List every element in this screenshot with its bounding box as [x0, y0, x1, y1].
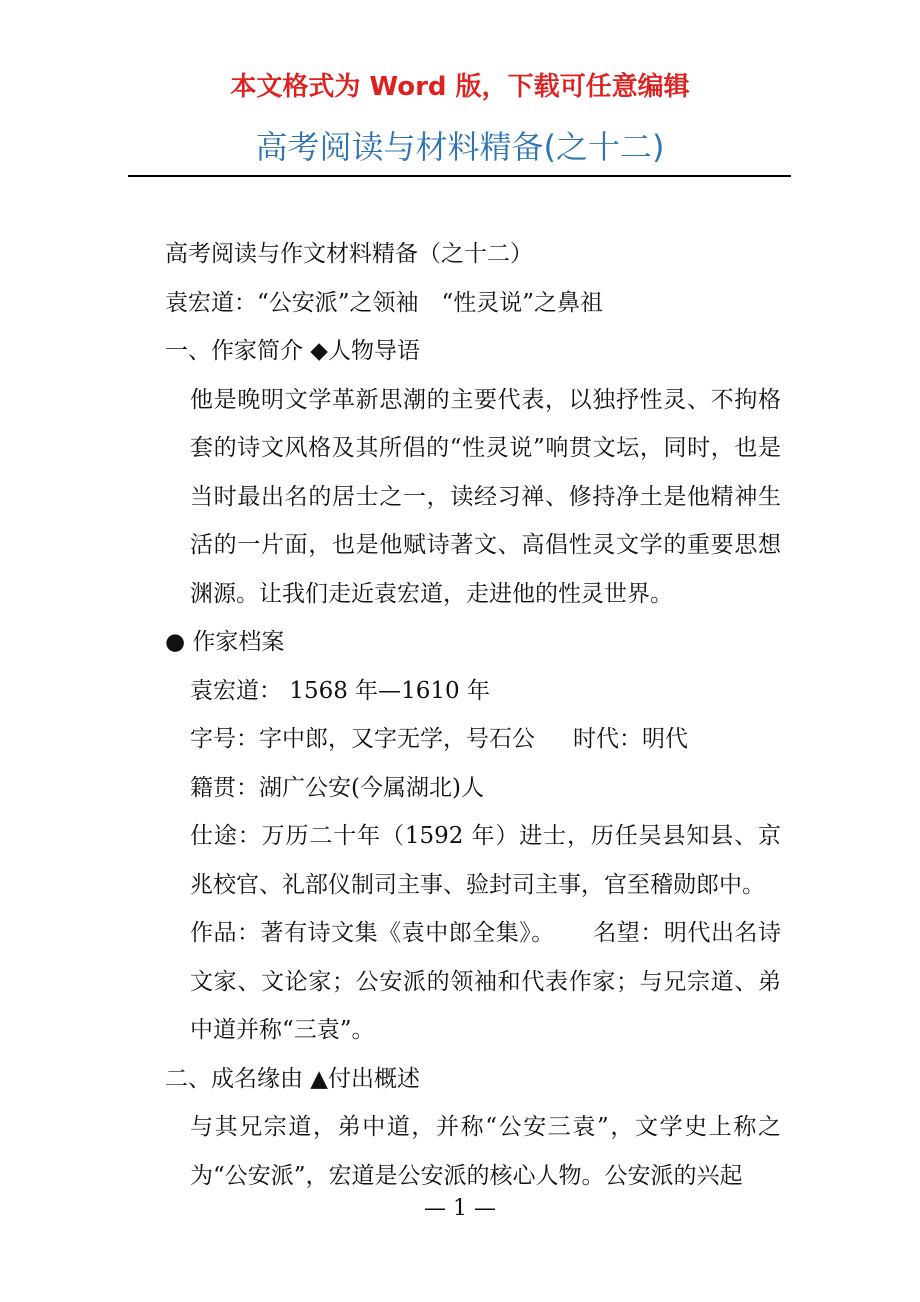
page-number: — 1 — — [424, 1196, 496, 1221]
courtesy-name-line — [141, 715, 781, 764]
document-title: 高考阅读与材料精备(之十二) — [255, 128, 665, 166]
document-body — [141, 230, 781, 1200]
article-subheading: 袁宏道：“公安派”之领袖 “性灵说”之鼻祖 — [165, 289, 604, 316]
works: 作品：著有诗文集《袁中郎全集》。 — [190, 920, 555, 946]
works-fame — [141, 909, 781, 1055]
courtesy-name: 字号：字中郎，又字无学，号石公 — [190, 726, 535, 752]
section-heading-2: 二、成名缘由 ▲付出概述 — [165, 1065, 420, 1092]
title-divider — [128, 175, 791, 177]
reason-paragraph: 与其兄宗道，弟中道，并称“公安三袁”，文学史上称之为“公安派”，宏道是公安派的核心人物。公安派的兴起 — [190, 1114, 781, 1189]
career: 仕途：万历二十年（1592 年）进士，历任吴县知县、京兆校官、礼部仪制司主事、验封司主事，官至稽勋郎中。 — [190, 823, 781, 898]
article-heading: 高考阅读与作文材料精备（之十二） — [165, 241, 533, 267]
fame: 名望：明代出名诗文家、文论家；公安派的领袖和代表作家；与兄宗道、弟中道并称“三袁”。 — [190, 920, 782, 1043]
name-dates: 袁宏道： 1568 年—1610 年 — [190, 677, 490, 704]
intro-paragraph: 他是晚明文学革新思潮的主要代表，以独抒性灵、不拘格套的诗文风格及其所倡的“性灵说”响贯文坛，同时，也是当时最出名的居士之一，读经习禅、修持净土是他精神生活的一片面，也是他赋诗著文、高倡性灵文学的重要思想渊源。让我们走近袁宏道，走进他的性灵世界。 — [190, 386, 781, 607]
archive-heading: ● 作家档案 — [165, 629, 285, 655]
section-heading-1: 一、作家简介 ◆人物导语 — [165, 338, 420, 364]
native-place: 籍贯：湖广公安(今属湖北)人 — [190, 774, 484, 801]
era: 时代：明代 — [573, 726, 688, 752]
format-notice: 本文格式为 Word 版，下载可任意编辑 — [230, 72, 690, 102]
